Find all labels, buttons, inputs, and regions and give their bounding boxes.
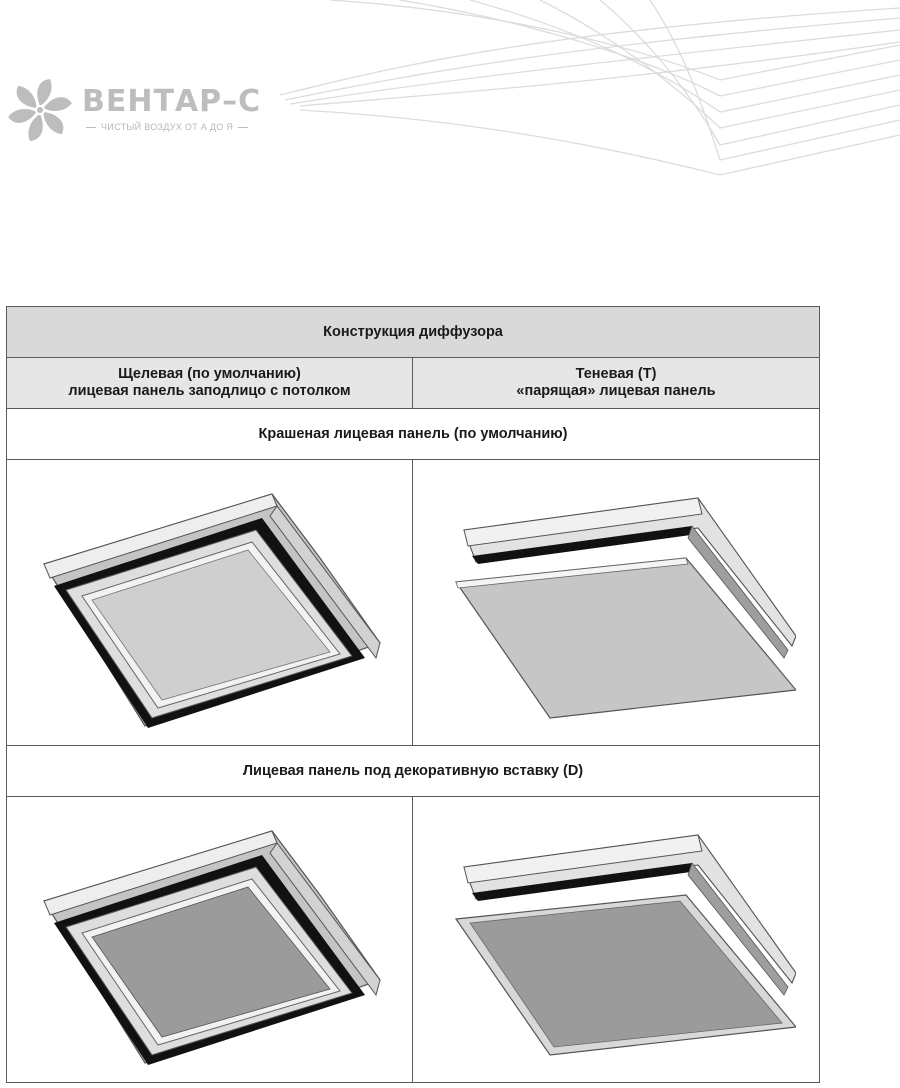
image-row-decor [7,797,820,1083]
section-row-decor [7,746,820,797]
column-header-shadow-line2: «парящая» лицевая панель [516,383,716,399]
fan-icon [6,76,74,144]
slot-diffuser-decor-panel-illustration [30,815,390,1065]
shadow-diffuser-decor-panel-illustration [436,815,796,1065]
section-title-painted: Крашеная лицевая панель (по умолчанию) [7,409,820,460]
brand-tagline [86,122,264,132]
column-header-shadow-line1: Теневая (Т) [575,366,657,382]
shadow-diffuser-painted-panel-illustration [436,478,796,728]
brand-name: ВЕНТАР–С [82,84,262,119]
table-title: Конструкция диффузора [7,307,820,358]
brand-tagline-text: ЧИСТЫЙ ВОЗДУХ ОТ А ДО Я [101,122,234,132]
column-header-slot-line1: Щелевая (по умолчанию) [118,366,301,382]
slot-painted-cell [7,460,413,746]
table-header-row [7,307,820,358]
column-header-shadow [413,358,820,409]
column-header-row [7,358,820,409]
section-title-decor: Лицевая панель под декоративную вставку (D) [7,746,820,797]
shadow-painted-cell [413,460,820,746]
image-row-painted [7,460,820,746]
shadow-decor-cell [413,797,820,1083]
column-header-slot-line2: лицевая панель заподлицо с потолком [68,383,351,399]
diffuser-construction-table [6,306,820,1083]
slot-decor-cell [7,797,413,1083]
brand-logo [6,76,276,146]
slot-diffuser-painted-panel-illustration [30,478,390,728]
section-row-painted [7,409,820,460]
column-header-slot [7,358,413,409]
